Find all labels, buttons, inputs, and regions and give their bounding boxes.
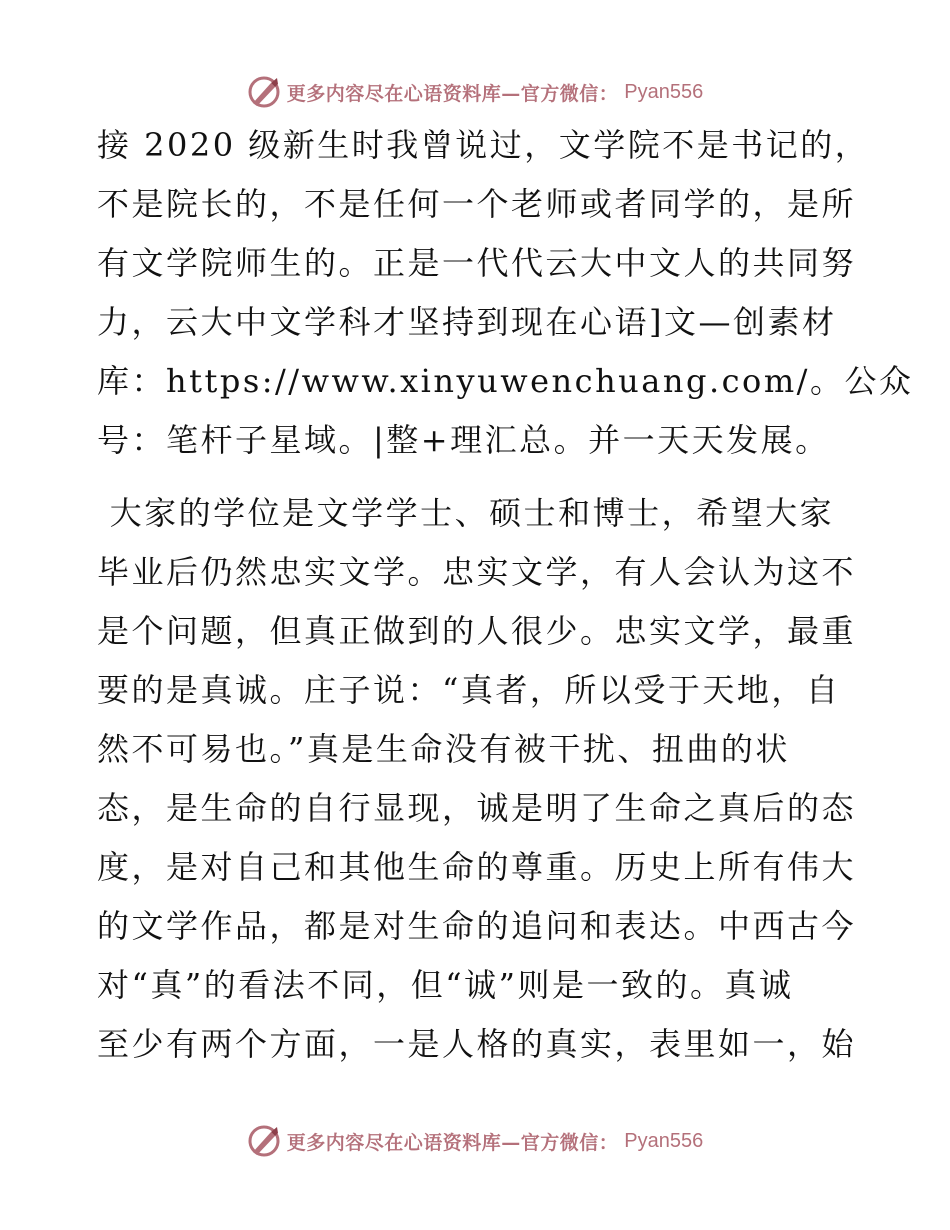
body-line: 毕业后仍然忠实文学。忠实文学，有人会认为这不: [97, 553, 857, 591]
body-line: 然不可易也。”真是生命没有被干扰、扭曲的状: [97, 730, 790, 768]
body-line: 度，是对自己和其他生命的尊重。历史上所有伟大: [97, 848, 857, 886]
pen-logo-icon: [247, 1124, 281, 1158]
body-line: 大家的学位是文学学士、硕士和博士，希望大家: [97, 494, 835, 532]
body-line: 对“真”的看法不同，但“诚”则是一致的。真诚: [97, 966, 794, 1004]
footer-banner: [0, 1121, 950, 1161]
body-line: 有文学院师生的。正是一代代云大中文人的共同努: [97, 244, 857, 282]
body-line: 态，是生命的自行显现，诚是明了生命之真后的态: [97, 789, 857, 827]
body-line: 至少有两个方面，一是人格的真实，表里如一，始: [97, 1025, 857, 1063]
header-wechat-id: Pyan556: [624, 80, 704, 103]
body-line: 是个问题，但真正做到的人很少。忠实文学，最重: [97, 612, 857, 650]
pen-logo-icon: [247, 75, 281, 109]
header-banner-text: 更多内容尽在心语资料库—官方微信：: [286, 82, 619, 105]
body-line: 接 2020 级新生时我曾说过，文学院不是书记的，: [97, 126, 870, 164]
footer-banner-text: 更多内容尽在心语资料库—官方微信：: [286, 1131, 619, 1154]
body-line: 不是院长的，不是任何一个老师或者同学的，是所: [97, 185, 857, 223]
header-banner: [0, 72, 950, 112]
body-line-url: 库：https://www.xinyuwenchuang.com/。公众: [97, 362, 914, 400]
body-line: 号：笔杆子星域。|整+理汇总。并一天天发展。: [97, 421, 830, 459]
footer-wechat-id: Pyan556: [624, 1129, 704, 1152]
body-line: 的文学作品，都是对生命的追问和表达。中西古今: [97, 907, 857, 945]
body-line: 要的是真诚。庄子说：“真者，所以受于天地，自: [97, 671, 841, 709]
body-line: 力，云大中文学科才坚持到现在心语]文—创素材: [97, 303, 837, 341]
